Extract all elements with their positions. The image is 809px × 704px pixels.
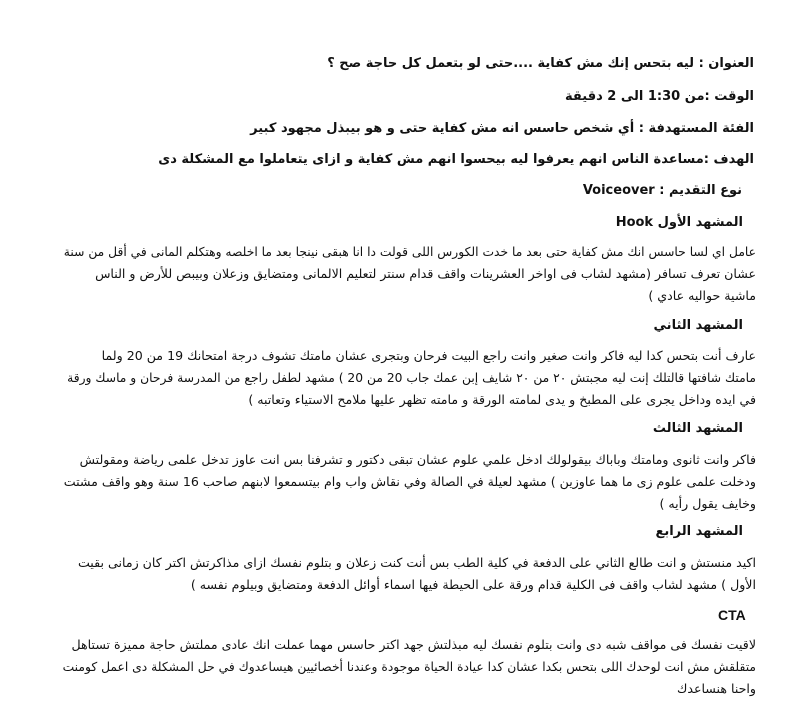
scene3-line: ودخلت علمى علوم زى ما هما عاوزين ) مشهد لعيلة في الصالة وفي نقاش واب وام بيتسمعوا لابنهم صاحب 16 سنة وهو واقف مشتت: [63, 474, 756, 489]
cta-line: واحنا هنساعدك: [676, 681, 756, 696]
scene3-line: فاكر وانت ثانوى ومامتك وباباك بيقولولك ادخل علمي علوم عشان تبقى دكتور و تشرفنا بس انت عاوز تدخل علمى رياضة ومقولتش: [79, 452, 756, 467]
scene2-paragraph: [67, 345, 756, 411]
scene3-heading: المشهد الثالث: [652, 421, 743, 436]
scene2-line: عارف أنت بتحس كدا ليه فاكر وانت صغير وانت راجع البيت فرحان وبتجرى عشان مامتك تشوف درجة امتحانك 19 من 20 ولما: [101, 348, 756, 363]
cta-line: متقلقش مش انت لوحدك اللى بتحس بكدا عشان كدا عيادة الحياة موجودة وعندنا أخصائيين هيساعدوك في حل المشكلة دى اعمل كومنت: [62, 660, 756, 674]
scene1-line: ماشية حواليه عادي ): [648, 288, 756, 303]
scene4-paragraph: [77, 552, 756, 596]
cta-paragraph: [62, 634, 756, 700]
goal-line: الهدف :مساعدة الناس انهم يعرفوا ليه بيحسوا انهم مش كفاية و ازاى يتعاملوا مع المشكلة دى: [158, 152, 754, 167]
scene2-heading: المشهد الثاني: [653, 318, 743, 333]
scene1-line: عشان تعرف تسافر (مشهد لشاب فى اواخر العشرينات واقف قدام سنتر لتعليم الالمانى ومتضايق وزعلان وبيبص للأرض و الناس: [95, 266, 756, 281]
scene2-line: مامتك شافتها قالتلك إنت ليه مجبتش ٢٠ من ٢٠ شايف إبن عمك جاب 20 من 20 ) مشهد لطفل راجع من المدرسة فرحان و ماسك ورقة: [67, 371, 756, 385]
scene1-line: عامل اي لسا حاسس انك مش كفاية حتى بعد ما خدت الكورس اللى قولت دا انا هبقى نينجا بعد ما اخلصه وهتكلم المانى في أقل من سنة: [63, 245, 756, 259]
cta-line: لاقيت نفسك فى مواقف شبه دى وانت بتلوم نفسك ليه مبذلتش جهد اكتر حاسس مهما عملت انك عادى مملتش حاجة مميزة تستاهل: [71, 637, 756, 652]
scene4-heading: المشهد الرابع: [655, 524, 743, 539]
scene1-paragraph: [63, 241, 756, 307]
scene4-line: اكيد منستش و انت طالع الثاني على الدفعة في كلية الطب بس أنت كنت زعلان و بتلوم نفسك ازاى مذاكرتش اكتر كان زمانى بقيت: [77, 555, 756, 570]
scene3-line: وخايف يقول رأيه ): [659, 496, 756, 511]
scene2-line: في ايده وداخل يجرى على المطبخ و يدى لمامته الورقة و مامته تظهر عليها ملامح الاستياء وتعاتبه ): [248, 392, 756, 407]
scene4-line: الأول ) مشهد لشاب واقف فى الكلية قدام ورقة على الحيطة فيها اسماء أوائل الدفعة ومتضايق وبيلوم نفسه ): [190, 577, 756, 592]
scene1-heading: المشهد الأول Hook: [615, 215, 743, 230]
time-line: الوقت :من 1:30 الى 2 دقيقة: [565, 89, 754, 104]
cta-heading: CTA: [718, 607, 746, 623]
format-line: نوع التقديم : Voiceover: [582, 183, 742, 198]
scene3-paragraph: [63, 449, 756, 515]
title-line: العنوان : ليه بتحس إنك مش كفاية ....حتى لو بتعمل كل حاجة صح ؟: [327, 56, 754, 71]
audience-line: الفئة المستهدفة : أي شخص حاسس انه مش كفاية حتى و هو بيبذل مجهود كبير: [250, 121, 754, 136]
